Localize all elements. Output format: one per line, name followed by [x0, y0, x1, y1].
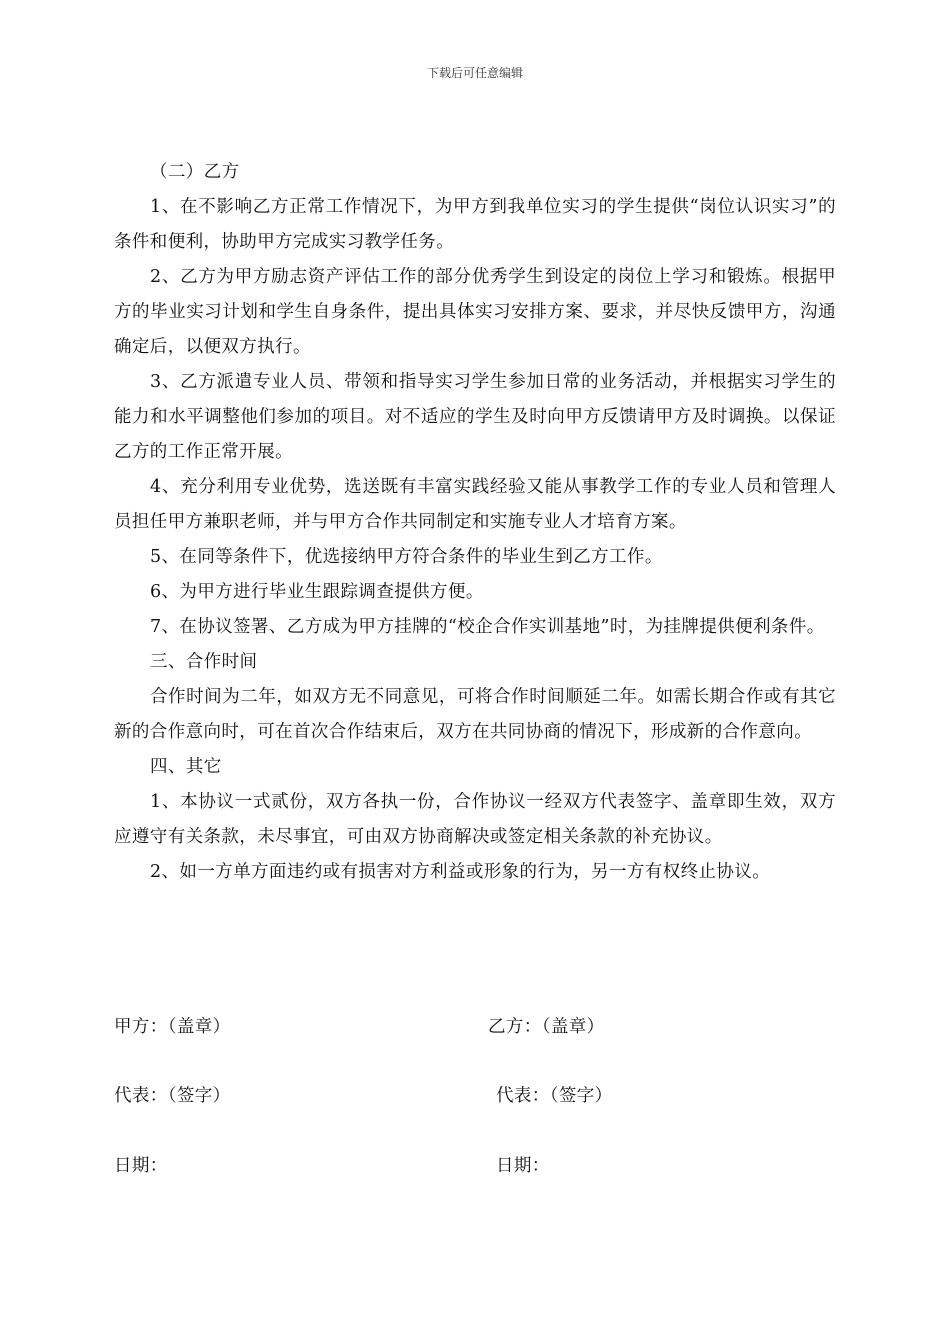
party-b-representative: 代表：（签字）: [496, 1086, 613, 1106]
signature-seal-row: [114, 1012, 836, 1042]
other-clause-2: 2、如一方单方面违约或有损害对方利益或形象的行为，另一方有权终止协议。: [150, 862, 771, 882]
page-header: 下载后可任意编辑: [426, 66, 523, 80]
duration-text: 合作时间为二年，如双方无不同意见，可将合作时间顺延二年。如需长期合作或有其它新的合作意向时，可在首次合作结束后，双方在共同协商的情况下，形成新的合作意向。: [114, 687, 836, 742]
clause-b-4: 4、充分利用专业优势，选送既有丰富实践经验又能从事教学工作的专业人员和管理人员担任甲方兼职老师，并与甲方合作共同制定和实施专业人才培育方案。: [114, 477, 836, 532]
party-a-representative: 代表：（签字）: [114, 1086, 231, 1106]
party-b-date: 日期：: [496, 1156, 550, 1176]
clause-b-6: 6、为甲方进行毕业生跟踪调查提供方便。: [150, 582, 484, 602]
clause-b-2: 2、乙方为甲方励志资产评估工作的部分优秀学生到设定的岗位上学习和锻炼。根据甲方的毕业实习计划和学生自身条件，提出具体实习安排方案、要求，并尽快反馈甲方，沟通确定后，以便双方执行。: [114, 267, 836, 357]
section-heading-duration: 三、合作时间: [150, 652, 258, 672]
party-a-seal: 甲方：（盖章）: [114, 1017, 231, 1037]
document-body: [114, 155, 836, 890]
party-b-seal: 乙方：（盖章）: [488, 1017, 605, 1037]
signature-date-row: [114, 1151, 836, 1181]
section-heading-party-b: （二）乙方: [150, 162, 240, 182]
clause-b-7: 7、在协议签署、乙方成为甲方挂牌的“校企合作实训基地”时，为挂牌提供便利条件。: [150, 617, 825, 637]
party-a-date: 日期：: [114, 1156, 168, 1176]
signature-representative-row: [114, 1081, 836, 1111]
clause-b-5: 5、在同等条件下，优选接纳甲方符合条件的毕业生到乙方工作。: [150, 547, 663, 567]
clause-b-1: 1、在不影响乙方正常工作情况下，为甲方到我单位实习的学生提供“岗位认识实习”的条件和便利，协助甲方完成实习教学任务。: [114, 197, 836, 252]
other-clause-1: 1、本协议一式贰份，双方各执一份，合作协议一经双方代表签字、盖章即生效，双方应遵守有关条款，未尽事宜，可由双方协商解决或签定相关条款的补充协议。: [114, 792, 836, 847]
section-heading-other: 四、其它: [150, 757, 222, 777]
clause-b-3: 3、乙方派遣专业人员、带领和指导实习学生参加日常的业务活动，并根据实习学生的能力和水平调整他们参加的项目。对不适应的学生及时向甲方反馈请甲方及时调换。以保证乙方的工作正常开展。: [114, 372, 836, 462]
